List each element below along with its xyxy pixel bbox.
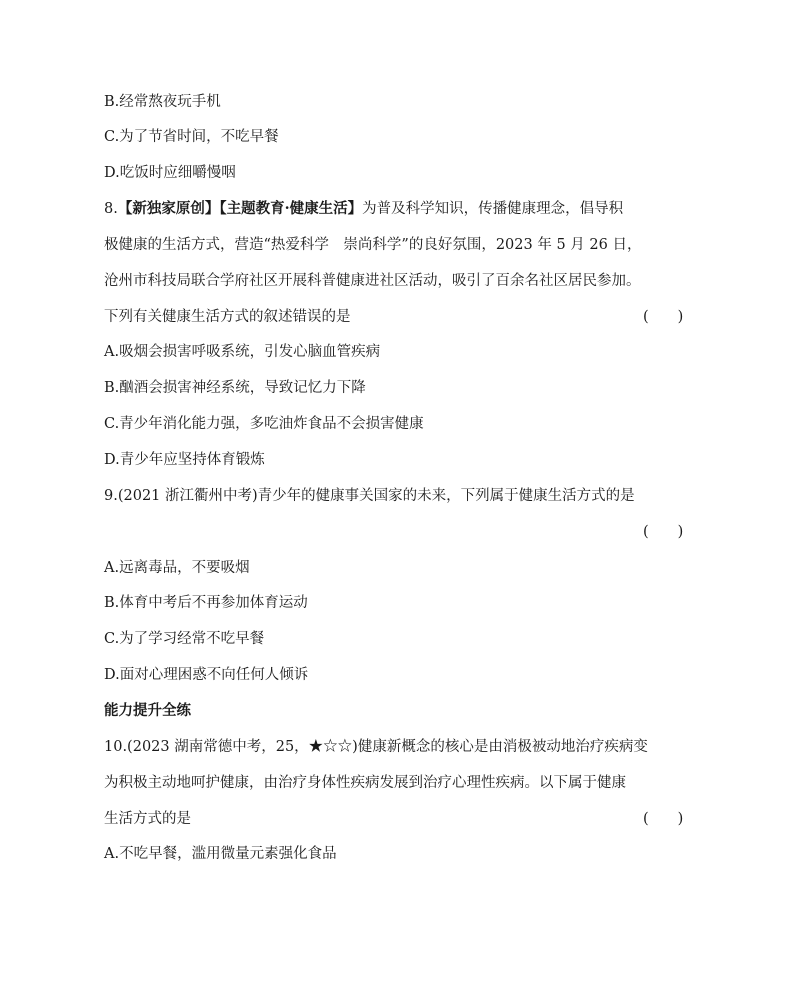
q8-tag-original: 【新独家原创】 <box>117 200 220 217</box>
q8-option-b: B.酗酒会损害神经系统，导致记忆力下降 <box>104 380 366 396</box>
q10-answer-blank: ( ) <box>643 811 684 827</box>
q9-stem-line-1: 9.(2021 浙江衢州中考)青少年的健康事关国家的未来，下列属于健康生活方式的是 <box>104 488 635 504</box>
q7-option-c: C.为了节省时间，不吃早餐 <box>104 129 279 145</box>
q8-stem-line-3: 沧州市科技局联合学府社区开展科普健康进社区活动，吸引了百余名社区居民参加。 <box>104 273 641 289</box>
q8-option-a: A.吸烟会损害呼吸系统，引发心脑血管疾病 <box>104 344 381 360</box>
q9-option-b: B.体育中考后不再参加体育运动 <box>104 595 308 611</box>
q8-option-d: D.青少年应坚持体育锻炼 <box>104 452 265 468</box>
q8-option-c: C.青少年消化能力强，多吃油炸食品不会损害健康 <box>104 416 424 432</box>
q10-stem-line-3: 生活方式的是 <box>104 811 191 827</box>
q7-option-b: B.经常熬夜玩手机 <box>104 94 221 110</box>
q8-number: 8. <box>104 201 118 217</box>
q10-option-a: A.不吃早餐，滥用微量元素强化食品 <box>104 846 337 862</box>
q8-answer-blank: ( ) <box>643 309 684 325</box>
q9-option-a: A.远离毒品，不要吸烟 <box>104 560 250 576</box>
q9-answer-blank: ( ) <box>643 524 684 540</box>
q9-option-c: C.为了学习经常不吃早餐 <box>104 631 265 647</box>
q7-option-d: D.吃饭时应细嚼慢咽 <box>104 165 236 181</box>
q9-option-d: D.面对心理困惑不向任何人倾诉 <box>104 667 309 683</box>
q10-stem-line-1: 10.(2023 湖南常德中考，25，★☆☆)健康新概念的核心是由消极被动地治疗疾病变 <box>104 739 648 755</box>
q8-tag-theme: 【主题教育·健康生活】 <box>219 200 363 217</box>
q10-stem-line-2: 为积极主动地呵护健康，由治疗身体性疾病发展到治疗心理性疾病。以下属于健康 <box>104 775 626 791</box>
q8-stem-line-4: 下列有关健康生活方式的叙述错误的是 <box>104 309 351 325</box>
q8-stem-line-1 <box>104 199 623 219</box>
q8-stem-text: 为普及科学知识，传播健康理念，倡导积 <box>362 201 624 217</box>
section-title: 能力提升全练 <box>104 703 191 719</box>
q8-stem-line-2: 极健康的生活方式，营造“热爱科学 崇尚科学”的良好氛围，2023 年 5 月 26 日， <box>104 237 642 253</box>
